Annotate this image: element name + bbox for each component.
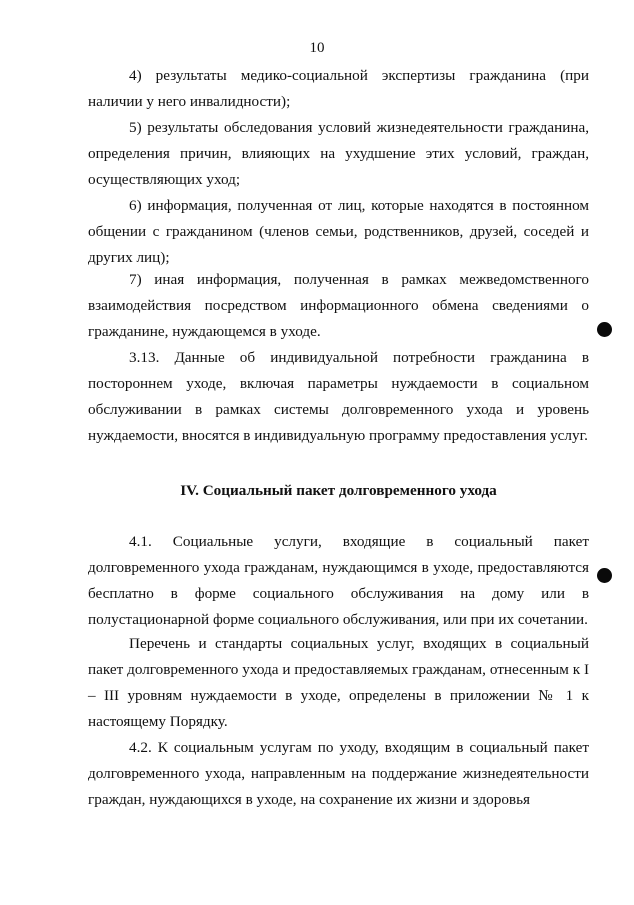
punch-hole-bottom	[597, 568, 612, 583]
paragraph-item-4: 4) результаты медико-социальной экспертизы гражданина (при наличии у него инвалидности);	[88, 67, 589, 110]
section-heading: IV. Социальный пакет долговременного ухода	[180, 482, 497, 499]
paragraph-services-list: Перечень и стандарты социальных услуг, входящих в социальный пакет долговременного ухода и предоставляемых гражданам, отнесенным к I – III уровням нуждаемости в уходе, определены в приложении № 1 к настоящему Порядку.	[88, 635, 589, 730]
paragraph-item-5: 5) результаты обследования условий жизнедеятельности гражданина, определения причин, влияющих на ухудшение этих условий, граждан, осуществляющих уход;	[88, 119, 589, 188]
paragraph-item-7: 7) иная информация, полученная в рамках межведомственного взаимодействия посредством информационного обмена сведениями о гражданине, нуждающемся в уходе.	[88, 271, 589, 340]
paragraph-3-13: 3.13. Данные об индивидуальной потребности гражданина в постороннем уходе, включая параметры нуждаемости в социальном обслуживании в рамках системы долговременного ухода и уровень нуждаемости, вносятся в индивидуальную программу предоставления услуг.	[88, 349, 589, 444]
page-number: 10	[309, 40, 325, 56]
paragraph-item-6: 6) информация, полученная от лиц, которые находятся в постоянном общении с гражданином (членов семьи, родственников, друзей, соседей и других лиц);	[88, 197, 589, 266]
paragraph-4-1: 4.1. Социальные услуги, входящие в социальный пакет долговременного ухода гражданам, нуждающимся в уходе, предоставляются бесплатно в форме социального обслуживания на дому или в полустационарной форме социального обслуживания, или при их сочетании.	[88, 533, 589, 628]
punch-hole-top	[597, 322, 612, 337]
paragraph-4-2: 4.2. К социальным услугам по уходу, входящим в социальный пакет долговременного ухода, направленным на поддержание жизнедеятельности граждан, нуждающихся в уходе, на сохранение их жизни и здоровья	[88, 739, 589, 808]
